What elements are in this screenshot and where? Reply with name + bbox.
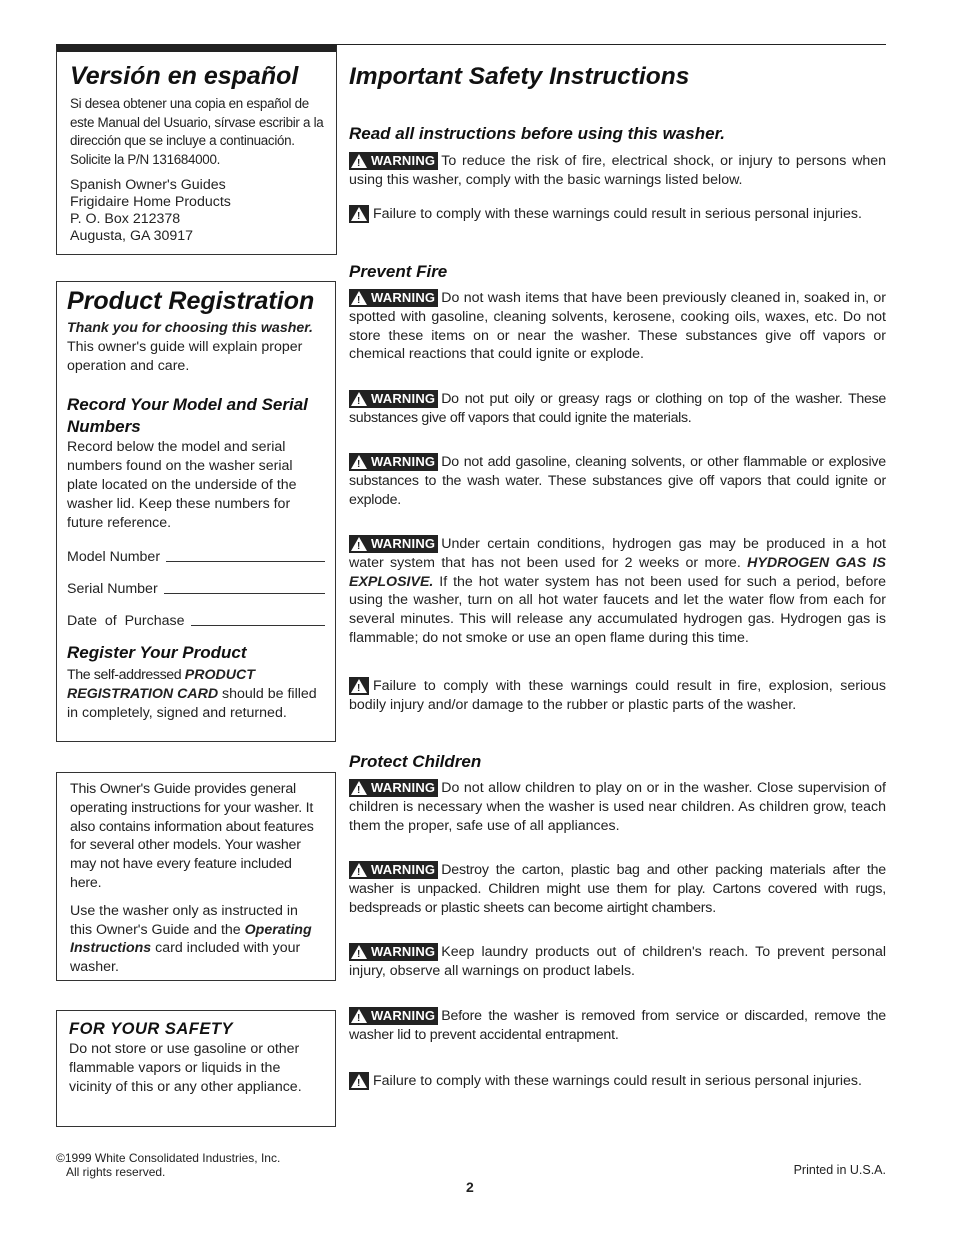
- field-label: Date of Purchase: [67, 613, 185, 630]
- warning-badge: ! WARNING: [349, 779, 438, 797]
- field-label: Model Number: [67, 549, 161, 566]
- warning-badge: ! WARNING: [349, 390, 438, 408]
- record-text: Record below the model and serial numbers found on the washer serial plate located on the underside of the washer lid. Keep these numbers for future reference.: [67, 439, 297, 531]
- register-post: should be filled in completely, signed and returned.: [67, 686, 317, 721]
- warning-badge: ! WARNING: [349, 289, 438, 307]
- warning-triangle-icon: [351, 679, 367, 693]
- spanish-title: Versión en español: [70, 62, 299, 90]
- address-line: Spanish Owner's Guides: [70, 177, 226, 194]
- register-bold: PRODUCT REGISTRATION CARD: [67, 667, 255, 703]
- warning-triangle-icon: [351, 455, 367, 469]
- main-title: Important Safety Instructions: [349, 63, 690, 90]
- children-warning-3: ! WARNING Keep laundry products out of children's reach. To prevent personal injury, observe all warnings on product labels.: [349, 943, 886, 981]
- field-blank[interactable]: [164, 581, 325, 594]
- warning-triangle-icon: [351, 945, 367, 959]
- warning-triangle-icon: [351, 1074, 367, 1088]
- alert-badge: [349, 1072, 369, 1090]
- warning-badge: ! WARNING: [349, 453, 438, 471]
- safety-box-text: Do not store or use gasoline or other flammable vapors or liquids in the vicinity of this or any other appliance.: [69, 1041, 302, 1095]
- intro-warning: ! WARNING To reduce the risk of fire, electrical shock, or injury to persons when using this washer, comply with the basic warnings listed below.: [349, 152, 886, 190]
- warning-badge: ! WARNING: [349, 943, 438, 961]
- warning-badge: ! WARNING: [349, 861, 438, 879]
- children-warning-1: ! WARNING Do not allow children to play on or in the washer. Close supervision of children is necessary when the washer is used near children. As children grow, teach them the proper, safe use of all appliances.: [349, 779, 886, 835]
- children-failure: ! Failure to comply with these warnings could result in serious personal injuries.: [349, 1072, 886, 1091]
- spanish-text: Si desea obtener una copia en español de este Manual del Usuario, sírvase escribir a la dirección que se incluye a continuación. Solicite la P/N 131684000.: [70, 96, 324, 167]
- warning-triangle-icon: [351, 207, 367, 221]
- guide-pre: Use the washer only as instructed in this Owner's Guide and the: [70, 902, 298, 938]
- register-text: [67, 666, 325, 722]
- page-number: 2: [466, 1179, 474, 1195]
- guide-post: card included with your washer.: [70, 940, 301, 976]
- alert-badge: [349, 677, 369, 695]
- thanks-bold: Thank you for choosing this washer.: [67, 320, 313, 336]
- copyright-line: ©1999 White Consolidated Industries, Inc.: [56, 1151, 281, 1165]
- warning-triangle-icon: [351, 291, 367, 305]
- alert-badge: [349, 205, 369, 223]
- field-blank[interactable]: [166, 549, 325, 562]
- warning-badge: ! WARNING: [349, 535, 438, 553]
- guide-bold: Operating Instructions: [70, 921, 312, 957]
- serial-number-field[interactable]: [67, 581, 325, 597]
- thanks-rest: This owner's guide will explain proper operation and care.: [67, 338, 303, 374]
- fire-warning-2: ! WARNING Do not put oily or greasy rags or clothing on top of the washer. These substances give off vapors that could ignite the materials.: [349, 390, 886, 428]
- warning-badge: ! WARNING: [349, 1007, 438, 1025]
- fire-warning-1: ! WARNING Do not wash items that have been previously cleaned in, soaked in, or spotted with gasoline, cleaning solvents, kerosene, cooking oils, waxes, etc. Do not store these items on or near the washer. These substances give off vapors or chemical reactions that could ignite or explode.: [349, 289, 886, 364]
- safety-box-title: FOR YOUR SAFETY: [69, 1020, 233, 1038]
- warning-triangle-icon: [351, 863, 367, 877]
- rights-line: All rights reserved.: [66, 1165, 166, 1179]
- warning-triangle-icon: [351, 781, 367, 795]
- owners-guide-box: [56, 772, 336, 981]
- address-line: P. O. Box 212378: [70, 211, 181, 228]
- for-your-safety-box: [56, 1010, 336, 1127]
- children-warning-2: ! WARNING Destroy the carton, plastic bag and other packing materials after the washer is unpacked. Children might use them for play. Cartons covered with rugs, bedspreads or plastic sheets can become airtight chambers.: [349, 861, 886, 917]
- copyright: [56, 1151, 280, 1179]
- registration-fields: [67, 549, 325, 629]
- guide-text-1: This Owner's Guide provides general operating instructions for your washer. It also contains information about features for several other models. Your washer may not have every feature included here.: [70, 781, 314, 891]
- field-blank[interactable]: [191, 613, 325, 626]
- model-number-field[interactable]: [67, 549, 325, 565]
- warning-badge: ! WARNING: [349, 152, 438, 170]
- warning-triangle-icon: [351, 537, 367, 551]
- address-line: Augusta, GA 30917: [70, 228, 194, 245]
- record-heading: Record Your Model and Serial Numbers: [67, 395, 308, 437]
- date-of-purchase-field[interactable]: [67, 613, 325, 629]
- warning-triangle-icon: [351, 1009, 367, 1023]
- children-warning-4: ! WARNING Before the washer is removed from service or discarded, remove the washer lid to prevent accidental entrapment.: [349, 1007, 886, 1045]
- fire-warning-3: ! WARNING Do not add gasoline, cleaning solvents, or other flammable or explosive substances to the wash water. These substances give off vapors that could ignite or explode.: [349, 453, 886, 509]
- printed-in: Printed in U.S.A.: [793, 1163, 886, 1177]
- top-rule: [337, 44, 886, 45]
- prevent-fire-heading: Prevent Fire: [349, 262, 448, 281]
- registration-title: Product Registration: [67, 287, 315, 315]
- field-label: Serial Number: [67, 581, 158, 598]
- spanish-address: [70, 177, 324, 245]
- warning-triangle-icon: [351, 392, 367, 406]
- register-heading: Register Your Product: [67, 643, 247, 663]
- address-line: Frigidaire Home Products: [70, 194, 231, 211]
- fire-failure: ! Failure to comply with these warnings could result in fire, explosion, serious bodily injury and/or damage to the rubber or plastic parts of the washer.: [349, 677, 886, 715]
- product-registration-box: [56, 281, 336, 742]
- registration-thanks: [67, 319, 325, 375]
- spanish-version-box: [56, 44, 337, 255]
- fire-warning-4: ! WARNING Under certain conditions, hydrogen gas may be produced in a hot water system that has not been used for 2 weeks or more. HYDROGEN GAS IS EXPLOSIVE. If the hot water system has not been used for such a period, before using the washer, turn on all hot water faucets and let the water flow from each for several minutes. This will release any accumulated hydrogen gas. Hydrogen gas is flammable; do not smoke or use an open flame during this time.: [349, 535, 886, 648]
- warning-triangle-icon: [351, 154, 367, 168]
- register-pre: The self-addressed: [67, 667, 185, 684]
- read-all-heading: Read all instructions before using this washer.: [349, 124, 725, 143]
- intro-failure: ! Failure to comply with these warnings could result in serious personal injuries.: [349, 205, 886, 224]
- protect-children-heading: Protect Children: [349, 752, 482, 771]
- guide-text-2: [70, 902, 323, 977]
